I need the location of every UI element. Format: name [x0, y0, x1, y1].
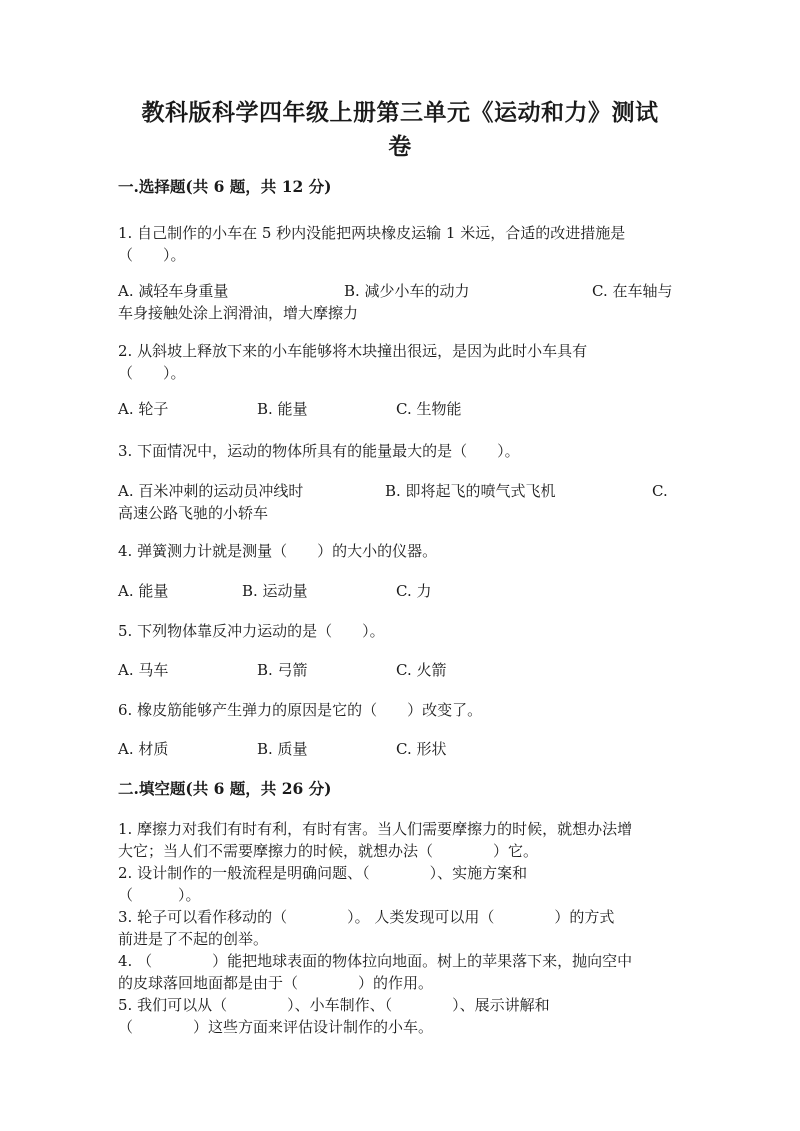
fill-line-4: （ ）。 — [118, 886, 201, 904]
question-5-stem: 5. 下列物体靠反冲力运动的是（ ）。 — [118, 622, 385, 640]
question-4-stem: 4. 弹簧测力计就是测量（ ）的大小的仪器。 — [118, 542, 438, 560]
question-2-stem: 2. 从斜坡上释放下来的小车能够将木块撞出很远，是因为此时小车具有 — [118, 342, 588, 360]
question-3-option-c-cont: 高速公路飞驰的小轿车 — [118, 504, 269, 522]
fill-line-9: 5. 我们可以从（ ）、小车制作、（ ）、展示讲解和 — [118, 996, 550, 1014]
page-title — [110, 96, 690, 164]
question-2-stem-cont: （ ）。 — [118, 364, 186, 382]
question-1-option-b: B. 减少小车的动力 — [344, 282, 470, 300]
question-6-stem: 6. 橡皮筋能够产生弹力的原因是它的（ ）改变了。 — [118, 701, 483, 719]
question-6-option-a: A. 材质 — [118, 740, 169, 758]
fill-line-10: （ ）这些方面来评估设计制作的小车。 — [118, 1018, 434, 1036]
title-line-2: 卷 — [388, 133, 412, 160]
question-5-option-a: A. 马车 — [118, 661, 169, 679]
question-4-option-c: C. 力 — [396, 582, 432, 600]
fill-line-8: 的皮球落回地面都是由于（ ）的作用。 — [118, 974, 434, 992]
question-2-option-c: C. 生物能 — [396, 400, 462, 418]
question-3-stem: 3. 下面情况中，运动的物体所具有的能量最大的是（ ）。 — [118, 442, 520, 460]
fill-line-7: 4. （ ）能把地球表面的物体拉向地面。树上的苹果落下来，抛向空中 — [118, 952, 633, 970]
question-4-option-a: A. 能量 — [118, 582, 169, 600]
section-heading-choice: 一.选择题(共 6 题，共 12 分) — [118, 177, 332, 196]
question-1-stem-cont: （ ）。 — [118, 246, 186, 264]
question-1-option-a: A. 减轻车身重量 — [118, 282, 229, 300]
question-1-option-c: C. 在车轴与 — [592, 282, 673, 300]
fill-line-3: 2. 设计制作的一般流程是明确问题、（ ）、实施方案和 — [118, 864, 528, 882]
question-6-option-b: B. 质量 — [257, 740, 308, 758]
section-heading-fill: 二.填空题(共 6 题，共 26 分) — [118, 779, 332, 798]
title-line-1: 教科版科学四年级上册第三单元《运动和力》测试 — [141, 99, 659, 126]
question-1-option-c-cont: 车身接触处涂上润滑油，增大摩擦力 — [118, 304, 359, 322]
question-3-option-a: A. 百米冲刺的运动员冲线时 — [118, 482, 304, 500]
question-3-option-b: B. 即将起飞的喷气式飞机 — [385, 482, 556, 500]
fill-line-6: 前进是了不起的创举。 — [118, 930, 269, 948]
question-3-option-c: C. — [652, 482, 668, 500]
question-4-option-b: B. 运动量 — [242, 582, 308, 600]
question-6-option-c: C. 形状 — [396, 740, 447, 758]
question-1-stem: 1. 自己制作的小车在 5 秒内没能把两块橡皮运输 1 米远，合适的改进措施是 — [118, 224, 626, 242]
question-2-option-b: B. 能量 — [257, 400, 308, 418]
fill-line-5: 3. 轮子可以看作移动的（ ）。 人类发现可以用（ ）的方式 — [118, 908, 615, 926]
fill-line-1: 1. 摩擦力对我们有时有利，有时有害。当人们需要摩擦力的时候，就想办法增 — [118, 820, 633, 838]
question-5-option-c: C. 火箭 — [396, 661, 447, 679]
fill-line-2: 大它；当人们不需要摩擦力的时候，就想办法（ ）它。 — [118, 842, 539, 860]
question-5-option-b: B. 弓箭 — [257, 661, 308, 679]
question-2-option-a: A. 轮子 — [118, 400, 169, 418]
